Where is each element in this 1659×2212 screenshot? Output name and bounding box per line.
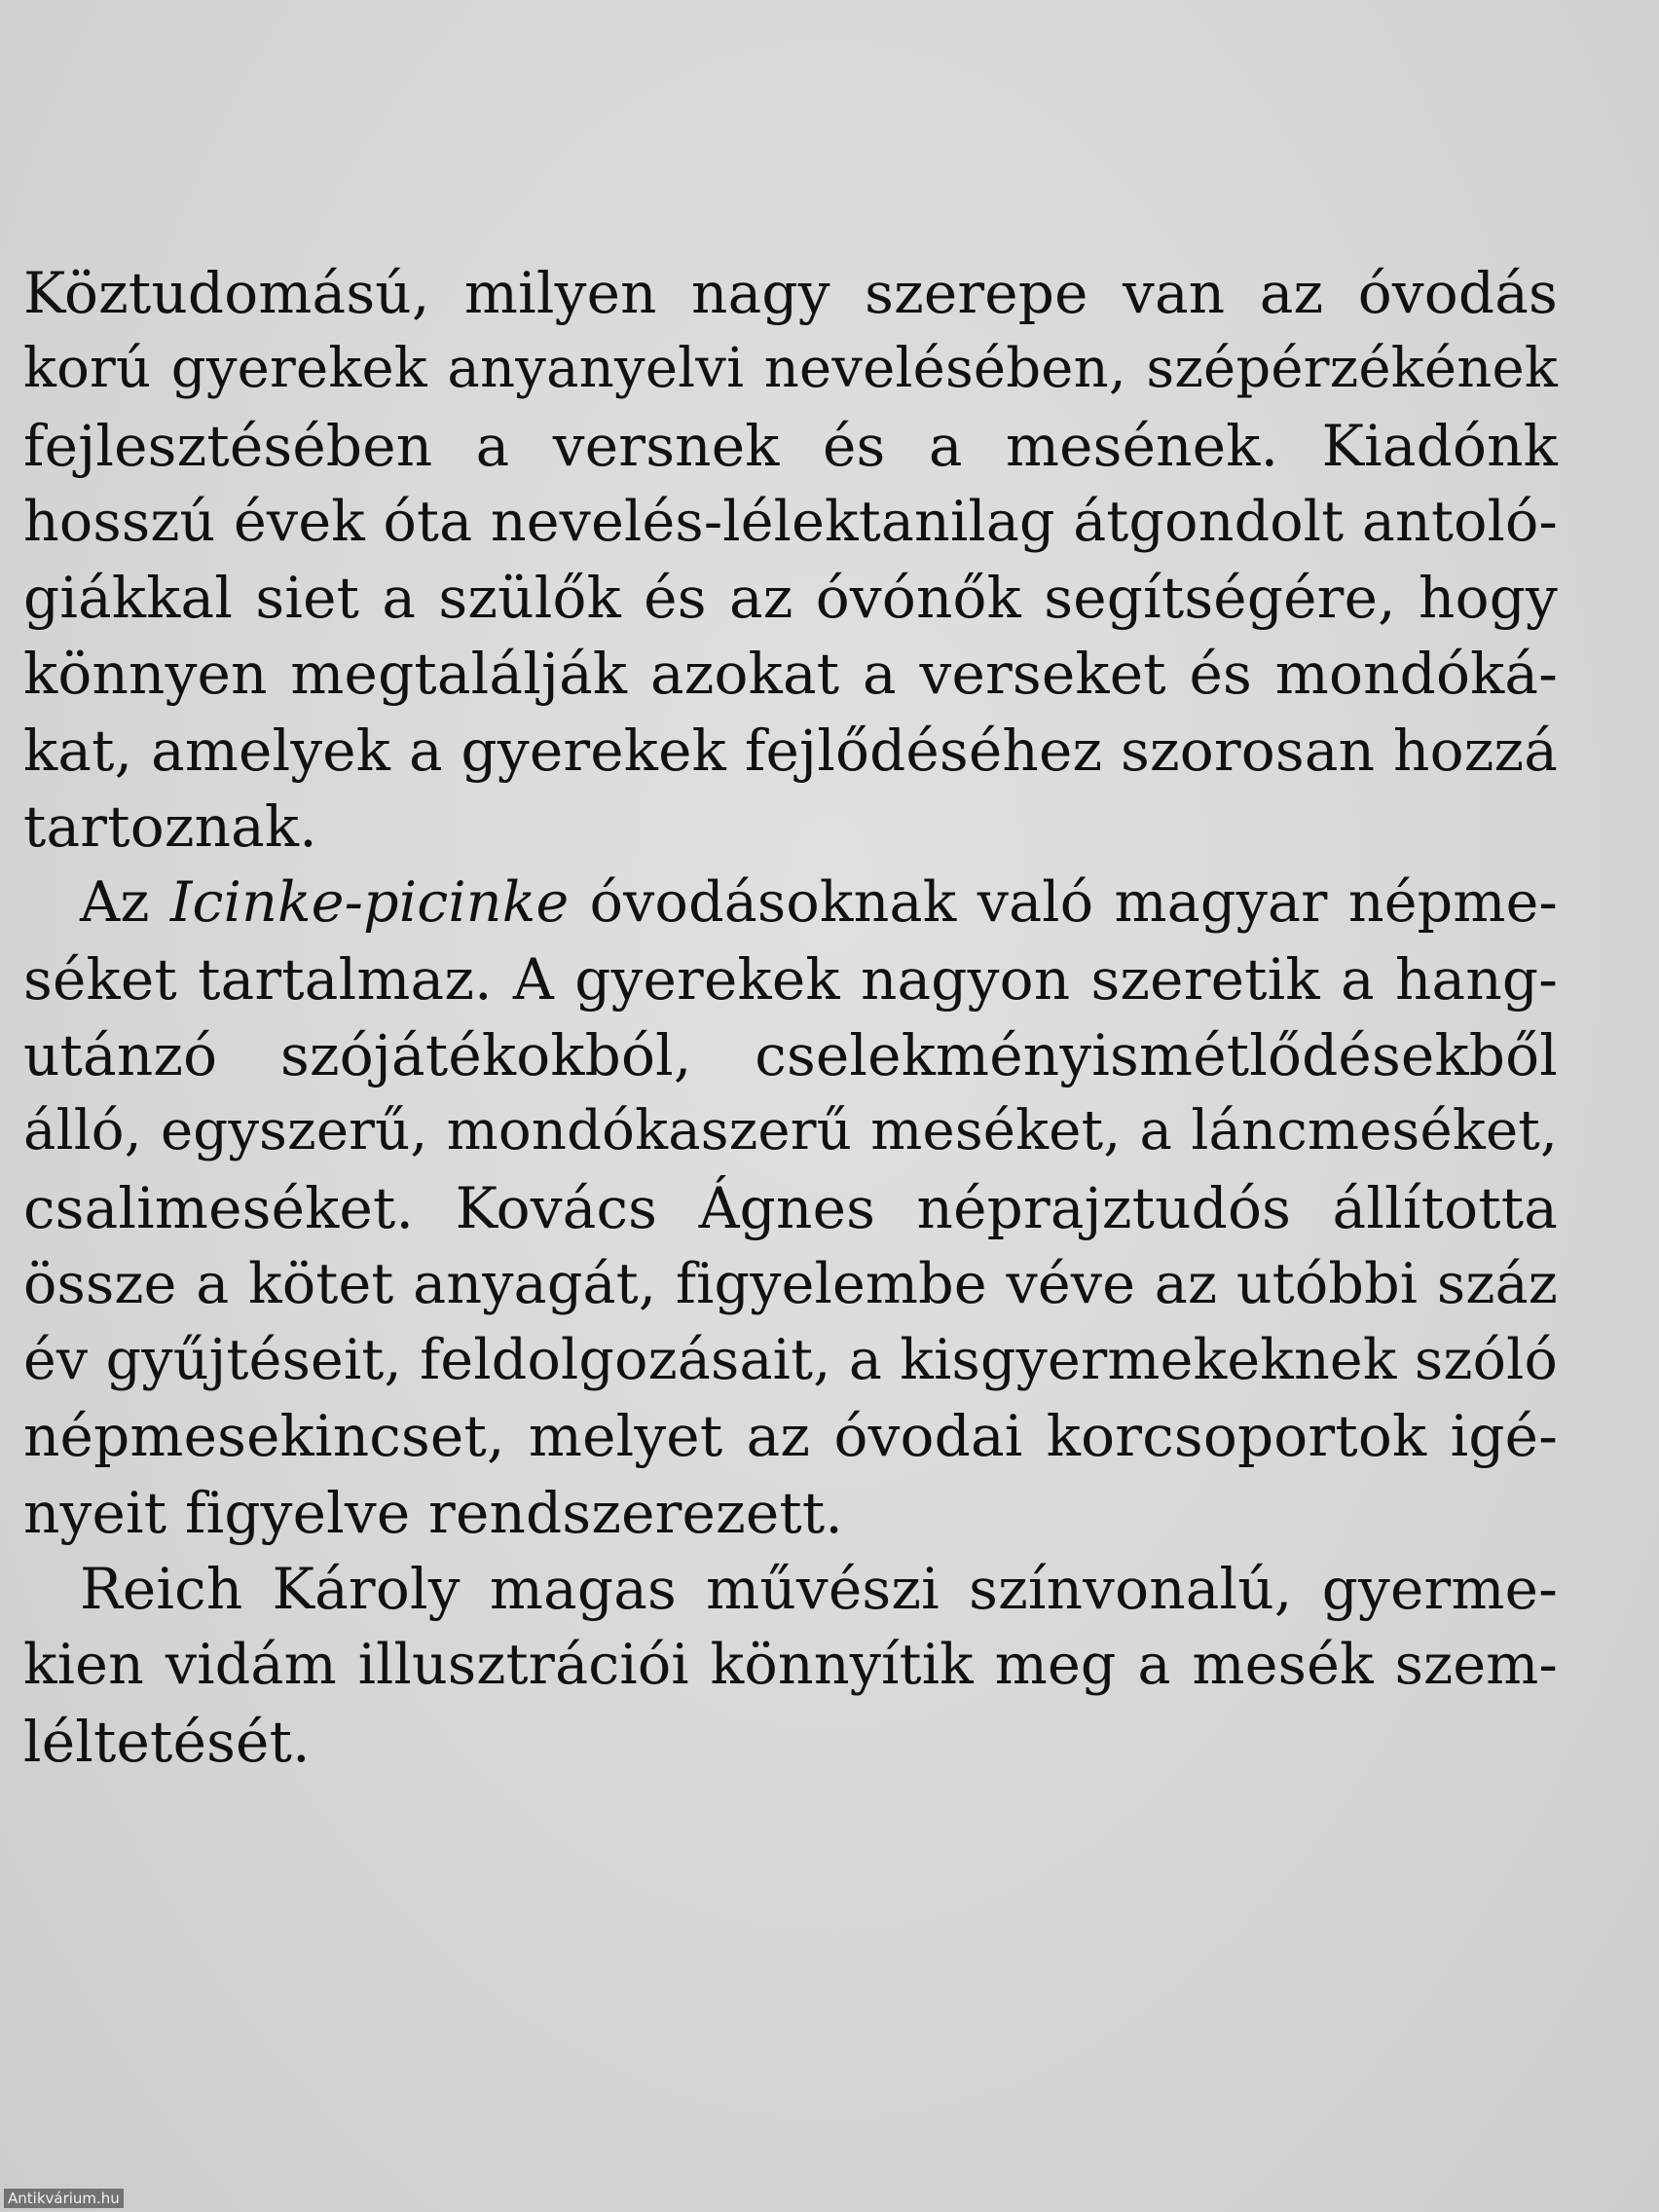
text-line: tartoznak. <box>23 793 317 861</box>
text-line: fejlesztésében a versnek és a mesének. Kiadónk <box>23 412 1558 479</box>
text-line: Köztudomású, milyen nagy szerepe van az óvodás <box>23 260 1558 326</box>
text-line: álló, egyszerű, mondókaszerű meséket, a láncmeséket, <box>23 1099 1558 1163</box>
text-line: össze a kötet anyagát, figyelembe véve az utóbbi száz <box>23 1251 1558 1316</box>
text-line: nyeit figyelve rendszerezett. <box>23 1479 844 1546</box>
text-line: Reich Károly magas művészi színvonalú, gyerme- <box>80 1556 1558 1623</box>
text-line: kien vidám illusztrációi könnyítik meg a mesék szem- <box>23 1633 1558 1698</box>
blurb-text <box>23 255 1558 1780</box>
text-fragment: Az <box>80 870 170 936</box>
text-line: népmesekincset, melyet az óvodai korcsoportok igé- <box>23 1403 1558 1470</box>
book-title: Icinke-picinke <box>169 870 570 936</box>
text-line: séket tartalmaz. A gyerekek nagyon szeretik a hang- <box>23 945 1558 1013</box>
text-line: könnyen megtalálják azokat a verseket és mondóká- <box>23 641 1558 708</box>
text-line: hosszú évek óta nevelés-lélektanilag átgondolt antoló- <box>23 489 1558 554</box>
text-line: csalimeséket. Kovács Ágnes néprajztudós állította <box>23 1174 1558 1241</box>
text-line: giákkal siet a szülők és az óvónők segítségére, hogy <box>23 565 1558 632</box>
text-line: év gyűjtéseit, feldolgozásait, a kisgyermekeknek szóló <box>23 1328 1559 1393</box>
watermark: Antikvárium.hu <box>4 2189 124 2208</box>
text-fragment: óvodásoknak való magyar népme- <box>569 870 1558 936</box>
text-line: korú gyerekek anyanyelvi nevelésében, szépérzékének <box>23 337 1558 401</box>
text-line-with-title <box>23 865 1558 940</box>
text-line: léltetését. <box>23 1708 311 1775</box>
text-line: utánzó szójátékokból, cselekményismétlődésekből <box>23 1021 1558 1088</box>
text-line: kat, amelyek a gyerekek fejlődéséhez szorosan hozzá <box>23 717 1558 784</box>
